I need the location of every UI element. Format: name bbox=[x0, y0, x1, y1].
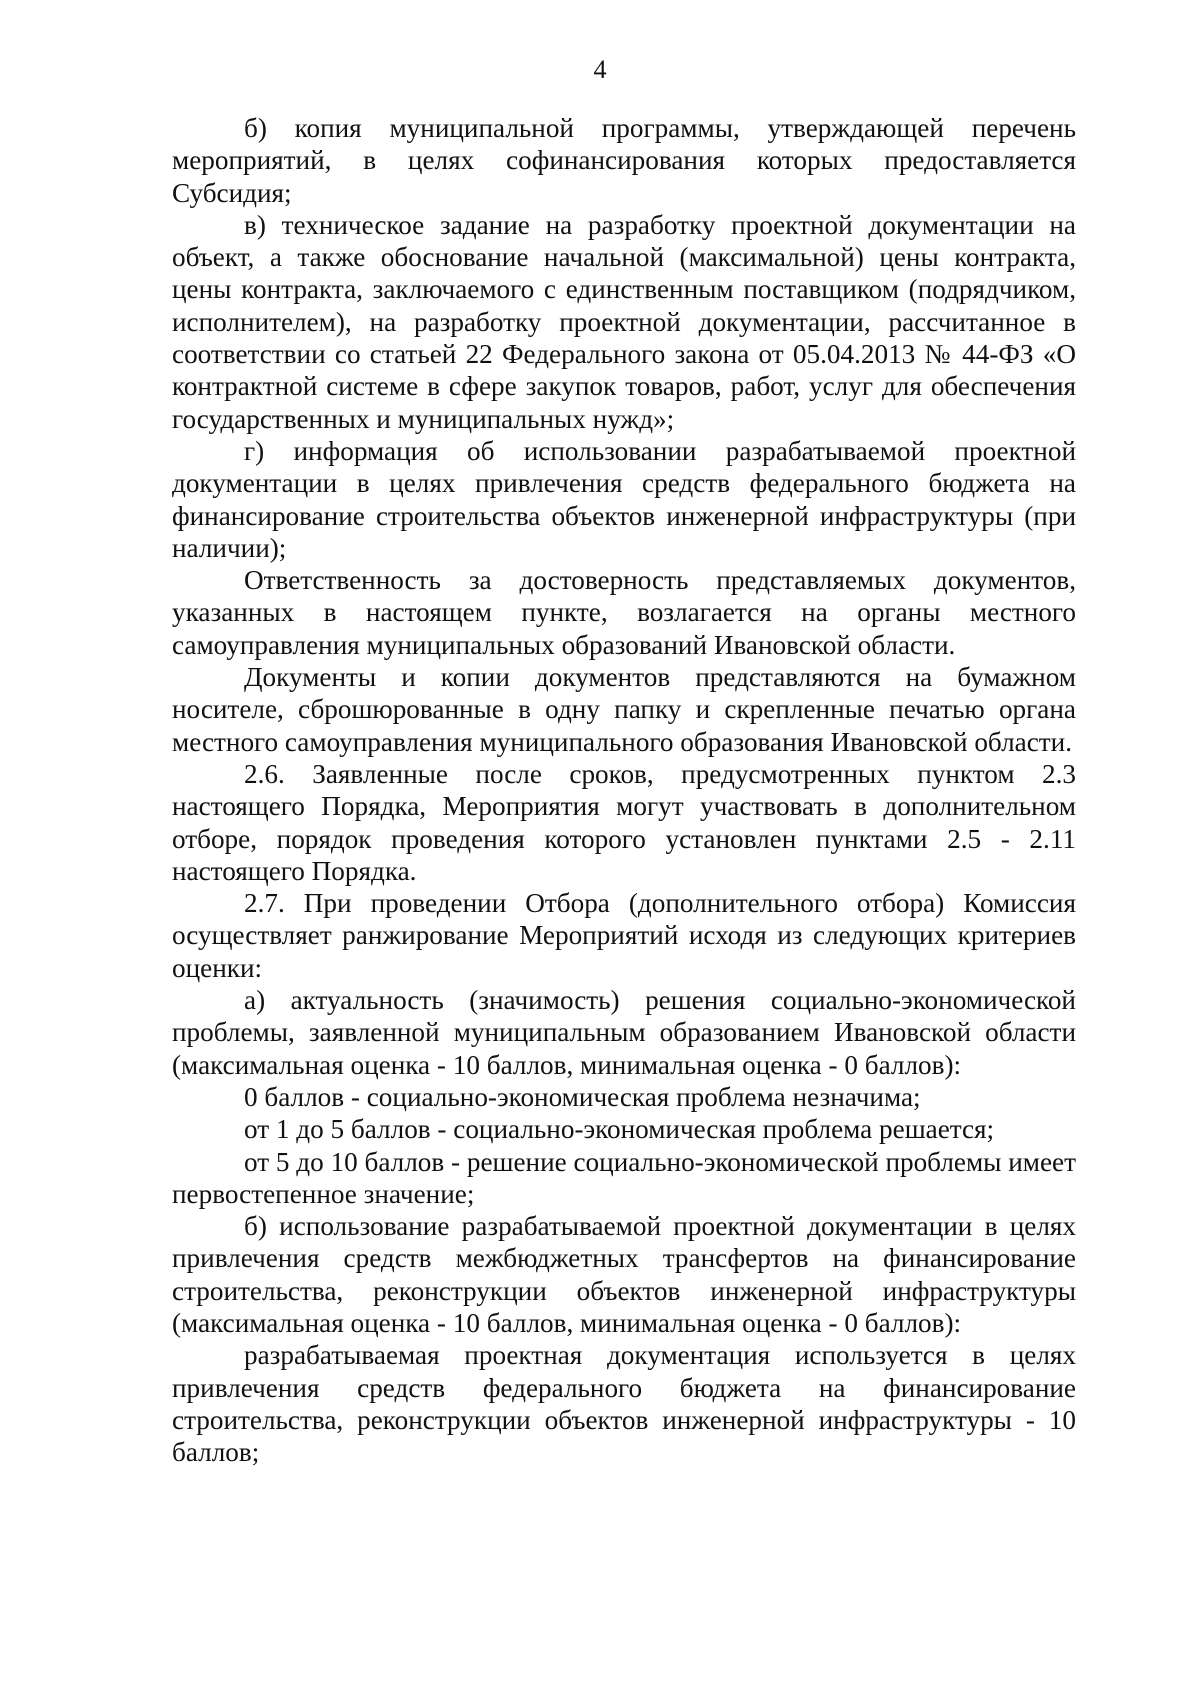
paragraph-item-g-information: г) информация об использовании разрабатываемой проектной документации в целях привлечения средств федерального бюджета на финансирование строительства объектов инженерной инфраструктуры (при наличии); bbox=[172, 435, 1076, 563]
paragraph-score-5-10: от 5 до 10 баллов - решение социально-экономической проблемы имеет первостепенное значение; bbox=[172, 1146, 1077, 1209]
paragraph-item-b-program-copy: б) копия муниципальной программы, утверждающей перечень мероприятий, в целях софинансирования которых предоставляется Субсидия; bbox=[172, 113, 1076, 208]
paragraph-score-1-5: от 1 до 5 баллов - социально-экономическая проблема решается; bbox=[244, 1114, 995, 1145]
paragraph-responsibility: Ответственность за достоверность представляемых документов, указанных в настоящем пункте, возлагается на органы местного самоуправления муниципальных образований Ивановской области. bbox=[172, 565, 1076, 660]
paragraph-section-2-7: 2.7. При проведении Отбора (дополнительного отбора) Комиссия осуществляет ранжирование Мероприятий исходя из следующих критериев оценки: bbox=[172, 888, 1076, 983]
paragraph-criterion-b: б) использование разрабатываемой проектной документации в целях привлечения средств межбюджетных трансфертов на финансирование строительства, реконструкции объектов инженерной инфраструктуры (максимальная оценка - 10 баллов, минимальная оценка - 0 баллов): bbox=[172, 1211, 1076, 1338]
paragraph-score-federal-budget: разрабатываемая проектная документация используется в целях привлечения средств федерального бюджета на финансирование строительства, реконструкции объектов инженерной инфраструктуры - 10 баллов; bbox=[172, 1340, 1076, 1468]
paragraph-criterion-a: а) актуальность (значимость) решения социально-экономической проблемы, заявленной муниципальным образованием Ивановской области (максимальная оценка - 10 баллов, минимальная оценка - 0 баллов): bbox=[172, 985, 1076, 1080]
paragraph-section-2-6: 2.6. Заявленные после сроков, предусмотренных пунктом 2.3 настоящего Порядка, Мероприятия могут участвовать в дополнительном отборе, порядок проведения которого установлен пунктами 2.5 - 2.11 настоящего Порядка. bbox=[172, 758, 1076, 886]
page-number: 4 bbox=[593, 55, 607, 84]
paragraph-item-v-technical-task: в) техническое задание на разработку проектной документации на объект, а также обоснование начальной (максимальной) цены контракта, цены контракта, заключаемого с единственным поставщиком (подрядчиком, исполнителем), на разработку проектной документации, рассчитанное в соответствии со статьей 22 Федерального закона от 05.04.2013 № 44-ФЗ «О контрактной системе в сфере закупок товаров, работ, услуг для обеспечения государственных и муниципальных нужд»; bbox=[172, 209, 1076, 434]
paragraph-score-0: 0 баллов - социально-экономическая проблема незначима; bbox=[244, 1081, 921, 1112]
document-body bbox=[172, 112, 1076, 1468]
paragraph-documents-format: Документы и копии документов представляются на бумажном носителе, сброшюрованные в одну папку и скрепленные печатью органа местного самоуправления муниципального образования Ивановской области. bbox=[172, 662, 1076, 757]
